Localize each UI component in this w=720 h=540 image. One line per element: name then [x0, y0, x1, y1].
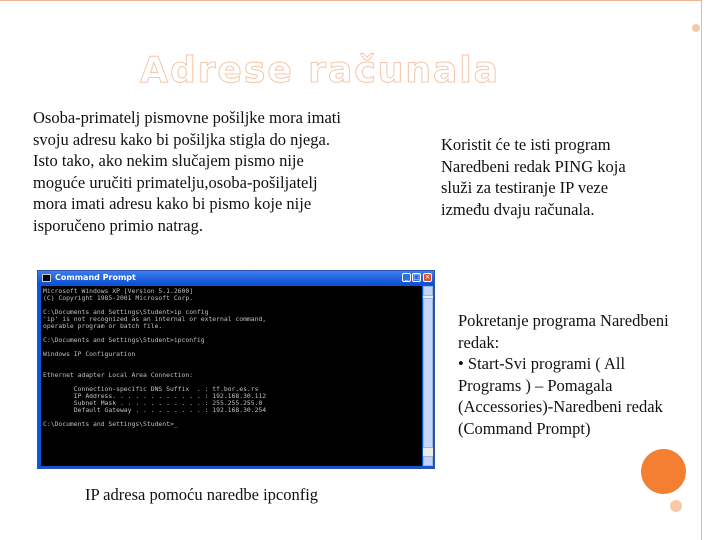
command-prompt-window	[37, 270, 435, 469]
instructions-line: (Accessories)-Naredbeni redak	[458, 397, 663, 416]
instructions-line: Pokretanje programa Naredbeni	[458, 311, 669, 330]
instructions-line: redak:	[458, 332, 500, 352]
console-line: C:\Documents and Settings\Student>ip config	[43, 308, 209, 316]
instructions-line: • Start-Svi programi ( All	[458, 354, 626, 373]
console-line: IP Address. . . . . . . . . . . . : 192.168.30.112	[43, 392, 267, 400]
right-paragraph-line: Naredbeni redak PING koja	[441, 156, 626, 176]
console-line: 'ip' is not recognized as an internal or external command,	[43, 315, 267, 323]
decor-dot-medium	[670, 500, 682, 512]
maximize-icon[interactable]: □	[413, 273, 420, 281]
right-paragraph	[441, 134, 691, 220]
left-paragraph-line: Isto tako, ako nekim slučajem pismo nije	[33, 151, 304, 170]
console-line: Ethernet adapter Local Area Connection:	[43, 371, 194, 379]
console-line: Microsoft Windows XP [Version 5.1.2600]	[43, 287, 194, 295]
right-paragraph-line: služi za testiranje IP veze	[441, 178, 609, 197]
console-line: C:\Documents and Settings\Student>ipconfig	[43, 336, 205, 344]
instructions-paragraph	[458, 310, 698, 439]
left-paragraph-line: svoju adresu kako bi pošiljka stigla do njega.	[33, 129, 330, 149]
scroll-thumb[interactable]	[423, 298, 433, 448]
close-icon[interactable]: ×	[424, 273, 431, 281]
instructions-line: (Command Prompt)	[458, 418, 591, 438]
decor-dot-small	[692, 24, 700, 32]
right-paragraph-line: između dvaju računala.	[441, 199, 595, 219]
left-paragraph-line: Osoba-primatelj pismovne pošiljke mora imati	[33, 108, 341, 127]
console-line: C:\Documents and Settings\Student>_	[43, 420, 178, 428]
command-prompt-title: Command Prompt	[55, 273, 136, 282]
decor-dot-large	[641, 449, 686, 494]
console-line: (C) Copyright 1985-2001 Microsoft Corp.	[43, 294, 194, 302]
console-line: operable program or batch file.	[43, 322, 163, 330]
minimize-icon[interactable]: _	[402, 273, 411, 282]
screenshot-caption: IP adresa pomoću naredbe ipconfig	[85, 485, 319, 504]
left-paragraph	[33, 107, 378, 236]
scroll-down-arrow-icon[interactable]	[423, 456, 433, 466]
frame-right-line	[701, 0, 702, 540]
frame-top-line	[0, 0, 702, 1]
console-line: Windows IP Configuration	[43, 350, 136, 358]
instructions-line: Programs ) – Pomagala	[458, 375, 613, 395]
console-line: Connection-specific DNS Suffix . : tf.bor.es.rs	[43, 385, 259, 393]
left-paragraph-line: mora imati adresu kako bi pismo koje nije	[33, 194, 312, 213]
console-icon	[42, 274, 51, 282]
command-prompt-titlebar	[38, 271, 434, 285]
slide-title: Adrese računala	[140, 50, 500, 91]
scroll-up-arrow-icon[interactable]	[423, 286, 433, 296]
left-paragraph-line: isporučeno primio natrag.	[33, 215, 203, 235]
left-paragraph-line: moguće uručiti primatelju,osoba-pošiljatelj	[33, 172, 318, 192]
right-paragraph-line: Koristit će te isti program	[441, 135, 611, 154]
console-scrollbar[interactable]	[423, 286, 433, 466]
console-output	[41, 286, 422, 466]
console-line: Subnet Mask . . . . . . . . . . . : 255.255.255.0	[43, 399, 263, 407]
console-line: Default Gateway . . . . . . . . . : 192.168.30.254	[43, 406, 267, 414]
